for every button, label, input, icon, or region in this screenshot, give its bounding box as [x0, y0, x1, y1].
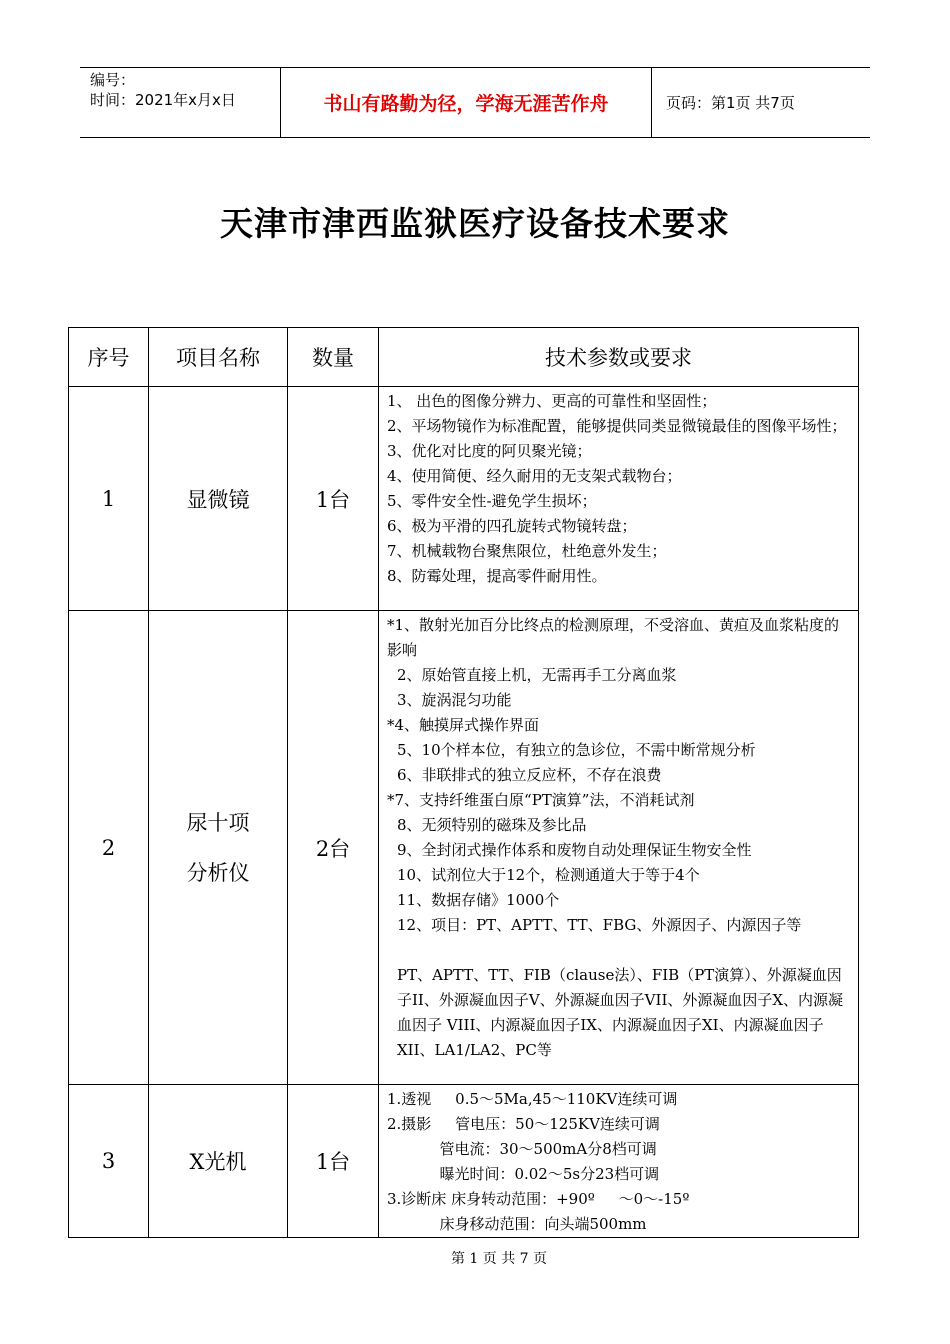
- col-header-name: 项目名称: [149, 328, 288, 387]
- req-item: *7、支持纤维蛋白原“PT演算”法，不消耗试剂: [387, 791, 695, 809]
- row-requirements: [379, 611, 859, 1085]
- req-item: *4、触摸屏式操作界面: [387, 716, 540, 734]
- date-label: 时间：2021年x月x日: [90, 91, 236, 109]
- req-extra: PT、APTT、TT、FIB（clause法）、FIB（PT演算）、外源凝血因子II、外源凝血因子V、外源凝血因子VII、外源凝血因子X、内源凝血因子 VIII、内源凝血因子IX、内源凝血因子XI、内源凝血因子XII、LA1/LA2、PC等: [397, 966, 844, 1059]
- document-title: 天津市津西监狱医疗设备技术要求: [220, 204, 730, 243]
- row-requirements: [379, 387, 859, 611]
- req-item: 曝光时间：0.02～5s分23档可调: [387, 1165, 660, 1183]
- table-row: [69, 1085, 859, 1238]
- row-no: 1: [69, 387, 149, 611]
- row-name: X光机: [149, 1085, 288, 1238]
- spec-table: [68, 327, 859, 1238]
- header-meta: [80, 68, 281, 137]
- col-header-qty: 数量: [288, 328, 379, 387]
- req-item: 7、机械载物台聚焦限位，杜绝意外发生；: [387, 542, 667, 560]
- req-item: 6、非联排式的独立反应杯，不存在浪费: [397, 766, 662, 784]
- row-name-line: 尿十项: [186, 810, 250, 835]
- req-item: 床身移动范围：向头端500mm: [387, 1215, 647, 1233]
- row-name: 显微镜: [149, 387, 288, 611]
- req-item: 9、全封闭式操作体系和废物自动处理保证生物安全性: [397, 841, 752, 859]
- row-name-line: 分析仪: [186, 860, 250, 885]
- row-qty: 2台: [288, 611, 379, 1085]
- row-qty: 1台: [288, 1085, 379, 1238]
- col-header-req: 技术参数或要求: [379, 328, 859, 387]
- table-row: [69, 387, 859, 611]
- req-item: 11、数据存储》1000个: [397, 891, 560, 909]
- table-row: [69, 611, 859, 1085]
- req-item: 3、旋涡混匀功能: [397, 691, 512, 709]
- row-no: 2: [69, 611, 149, 1085]
- req-item: 3.诊断床 床身转动范围：+90º ～0～-15º: [387, 1190, 690, 1208]
- col-header-no: 序号: [69, 328, 149, 387]
- req-item: 1.透视 0.5～5Ma,45～110KV连续可调: [387, 1090, 678, 1108]
- req-item: 12、项目：PT、APTT、TT、FBG、外源因子、内源因子等: [397, 916, 802, 934]
- req-item: *1、散射光加百分比终点的检测原理，不受溶血、黄疸及血浆粘度的影响: [387, 616, 840, 659]
- page-footer: 第 1 页 共 7 页: [450, 1251, 548, 1267]
- req-item: 1、 出色的图像分辨力、更高的可靠性和坚固性；: [387, 392, 717, 410]
- req-item: 8、无须特别的磁珠及参比品: [397, 816, 587, 834]
- req-item: 5、10个样本位，有独立的急诊位，不需中断常规分析: [397, 741, 756, 759]
- number-label: 编号：: [90, 71, 136, 89]
- req-item: 8、防霉处理，提高零件耐用性。: [387, 567, 607, 585]
- req-item: 3、优化对比度的阿贝聚光镜；: [387, 442, 592, 460]
- req-item: 2.摄影 管电压：50～125KV连续可调: [387, 1115, 660, 1133]
- table-header-row: [69, 328, 859, 387]
- row-qty: 1台: [288, 387, 379, 611]
- row-requirements: [379, 1085, 859, 1238]
- row-name: [149, 611, 288, 1085]
- spacer: [387, 938, 850, 963]
- req-item: 5、零件安全性-避免学生损坏；: [387, 492, 597, 510]
- req-item: 10、试剂位大于12个，检测通道大于等于4个: [397, 866, 700, 884]
- req-item: 2、平场物镜作为标准配置，能够提供同类显微镜最佳的图像平场性；: [387, 417, 847, 435]
- req-item: 2、原始管直接上机，无需再手工分离血浆: [397, 666, 677, 684]
- req-item: 4、使用简便、经久耐用的无支架式载物台；: [387, 467, 682, 485]
- req-item: 6、极为平滑的四孔旋转式物镜转盘；: [387, 517, 637, 535]
- header-page-label: 页码：第1页 共7页: [666, 94, 795, 112]
- page-header: [80, 67, 870, 138]
- req-item: 管电流：30～500mA分8档可调: [387, 1140, 657, 1158]
- header-motto: 书山有路勤为径，学海无涯苦作舟: [281, 68, 652, 137]
- row-no: 3: [69, 1085, 149, 1238]
